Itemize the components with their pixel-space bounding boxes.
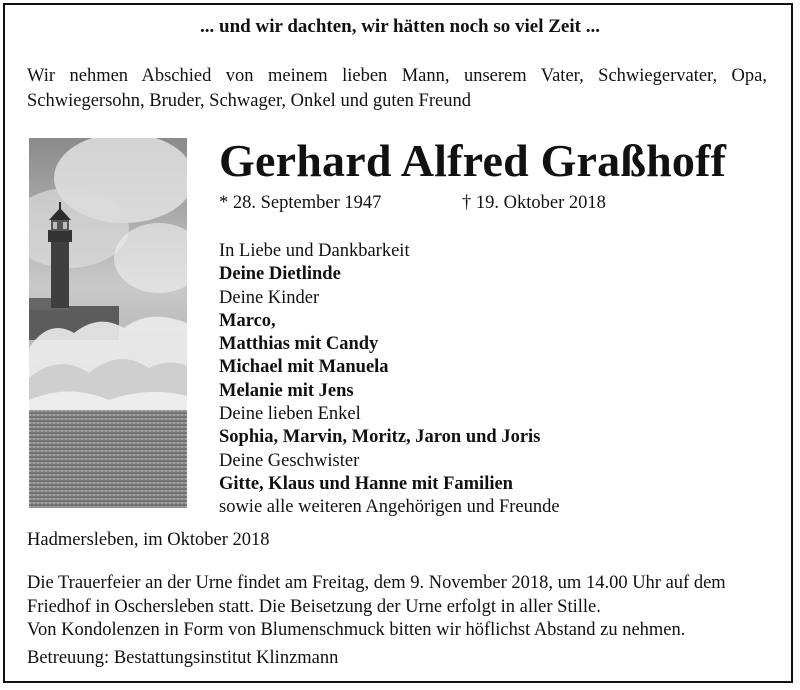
deceased-name: Gerhard Alfred Graßhoff xyxy=(219,135,727,186)
details-line: Die Trauerfeier an der Urne findet am Freitag, dem 9. November 2018, um 14.00 Uhr auf dem xyxy=(27,573,726,593)
mourner-line: Deine Kinder xyxy=(219,287,320,308)
details-line: Friedhof in Oschersleben statt. Die Beisetzung der Urne erfolgt in aller Stille. xyxy=(27,596,601,617)
funeral-home: Betreuung: Bestattungsinstitut Klinzmann xyxy=(27,648,339,668)
details-line: Von Kondolenzen in Form von Blumenschmuck bitten wir höflichst Abstand zu nehmen. xyxy=(27,620,686,640)
mourner-line: Marco, xyxy=(219,310,276,331)
intro-text: Wir nehmen Abschied von meinem lieben Mann, unserem Vater, Schwiegervater, Opa, Schwiegersohn, Bruder, Schwager, Onkel und guten Freund xyxy=(27,66,767,111)
birth-date: * 28. September 1947 xyxy=(219,193,382,213)
mourner-line: Deine lieben Enkel xyxy=(219,404,361,425)
death-date: † 19. Oktober 2018 xyxy=(462,193,606,213)
motto: ... und wir dachten, wir hätten noch so viel Zeit ... xyxy=(200,16,600,37)
mourner-line: Melanie mit Jens xyxy=(219,380,354,401)
lighthouse-icon xyxy=(48,202,72,308)
mourners-list xyxy=(219,240,560,520)
mourner-line: Gitte, Klaus und Hanne mit Familien xyxy=(219,473,513,494)
mourner-line: Deine Geschwister xyxy=(219,450,360,471)
mourner-line: Sophia, Marvin, Moritz, Jaron und Joris xyxy=(219,427,541,448)
mourner-line: Deine Dietlinde xyxy=(219,264,341,285)
mourner-line: sowie alle weiteren Angehörigen und Freunde xyxy=(219,497,560,518)
mourner-line: In Liebe und Dankbarkeit xyxy=(219,241,410,261)
mourner-line: Michael mit Manuela xyxy=(219,357,389,378)
place-date: Hadmersleben, im Oktober 2018 xyxy=(27,530,270,550)
lighthouse-photo xyxy=(29,138,187,508)
mourner-line: Matthias mit Candy xyxy=(219,334,379,355)
funeral-details xyxy=(27,572,767,643)
